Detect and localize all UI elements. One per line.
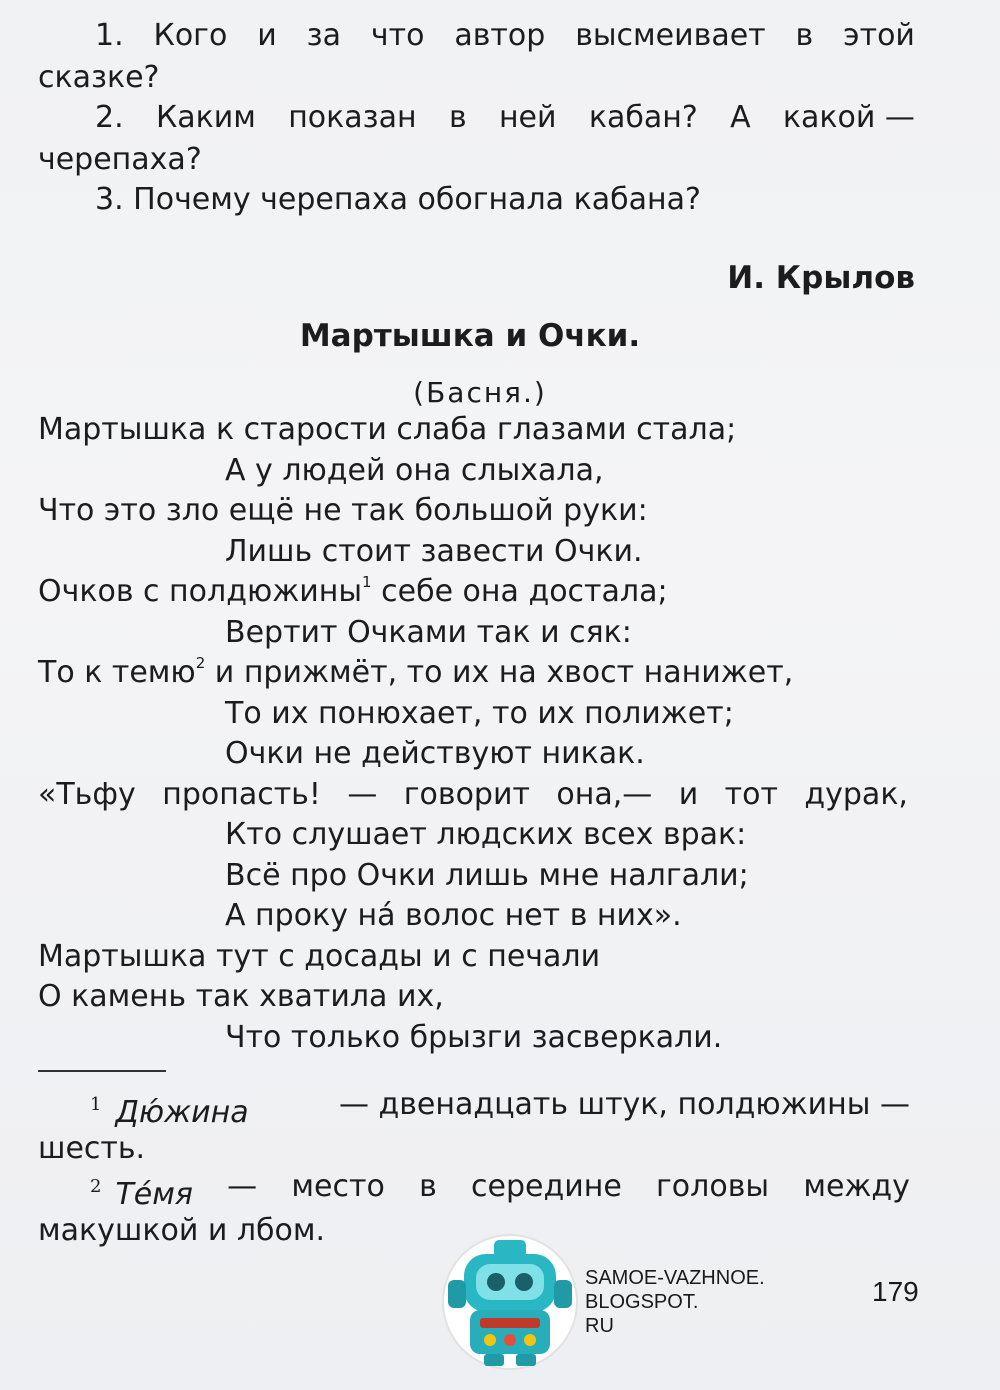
footnote-reference: 2 [195, 654, 206, 672]
verse-line [38, 653, 793, 693]
question-2-line-2: черепаха? [38, 142, 202, 177]
word: в [419, 1169, 437, 1204]
watermark-line-1: SAMOE-VAZHNOE. [585, 1267, 765, 1289]
verse-text: Лишь стоит завести Очки. [225, 533, 643, 569]
verse-text: О камень так хватила их, [38, 979, 444, 1014]
verse-text: Очки не действуют никак. [225, 736, 645, 771]
footnote-2-mark: 2 [90, 1176, 102, 1197]
verse-line [225, 532, 643, 572]
word: 2. [95, 100, 124, 135]
footnote-2-line-2: макушкой и лбом. [38, 1213, 326, 1248]
question-3: 3. Почему черепаха обогнала кабана? [95, 182, 701, 217]
word: ней [498, 100, 557, 135]
word: высмеивает [575, 18, 766, 53]
word: А [730, 100, 751, 135]
verse-line [38, 937, 600, 977]
verse-line [38, 977, 444, 1017]
verse-text: То их понюхает, то их полижет; [225, 695, 734, 731]
word: что [370, 18, 425, 53]
word: показан [288, 100, 417, 135]
word: дурак, [804, 776, 908, 812]
footnote-1-mark: 1 [90, 1094, 102, 1115]
verse-line [38, 572, 668, 612]
word: 1. [95, 18, 124, 53]
question-1-line-1 [95, 18, 915, 54]
word: место [291, 1169, 385, 1204]
word: в [795, 18, 814, 53]
word: автор [454, 18, 546, 53]
question-1-line-2: сказке? [38, 60, 160, 95]
verse-line [38, 410, 736, 450]
verse-line [225, 1018, 722, 1058]
footnote-1-definition: — двенадцать штук, полдюжины — [338, 1087, 910, 1122]
footnote-2-term: Те́мя [115, 1177, 193, 1212]
verse-text: Мартышка к старости слаба глазами стала; [38, 412, 737, 447]
word: между [803, 1169, 910, 1204]
word: в [448, 100, 467, 135]
page-number: 179 [872, 1276, 919, 1307]
verse-text: Кто слушает людских всех врак: [225, 817, 747, 852]
word: Каким [155, 100, 256, 135]
robot-logo [440, 1232, 580, 1372]
site-watermark [585, 1266, 765, 1338]
word: тот [724, 776, 778, 812]
verse-text: Всё про Очки лишь мне налгали; [225, 857, 749, 893]
footnote-1-term: Дю́жина [115, 1095, 249, 1130]
verse-line [38, 775, 908, 815]
fable-subtitle-text: (Басня.) [413, 376, 547, 409]
footnote-reference: 1 [362, 573, 372, 591]
watermark-line-2: BLOGSPOT. [585, 1291, 699, 1313]
verse-text-continued: и прижмёт, то их на хвост нанижет, [205, 655, 794, 690]
word: кабан? [588, 100, 698, 135]
footnote-1 [90, 1086, 910, 1132]
footnote-2 [90, 1168, 910, 1214]
verse-text: Очков с полдюжины [38, 574, 363, 609]
verse-line [225, 856, 749, 896]
word: середине [471, 1169, 622, 1204]
fable-title-text: Мартышка и Очки. [299, 318, 641, 354]
verse-text: Мартышка тут с досады и с печали [38, 938, 601, 974]
word: головы [656, 1169, 770, 1204]
footnote-rule [38, 1070, 166, 1072]
verse-line [38, 491, 648, 531]
word: какой — [782, 100, 915, 135]
verse-text: А проку на́ волос нет в них». [225, 898, 682, 933]
word: говорит [403, 776, 530, 812]
question-2-line-1 [95, 100, 915, 136]
word: — [227, 1169, 258, 1204]
verse-line [225, 734, 645, 774]
verse-line [225, 694, 734, 734]
verse-text: То к темю [38, 655, 196, 690]
verse-text: Что это зло ещё не так большой руки: [38, 493, 648, 528]
verse-line [225, 613, 632, 653]
word: она,— [556, 776, 653, 812]
robot-icon [440, 1232, 580, 1372]
verse-line [225, 451, 604, 491]
watermark-line-3: RU [585, 1315, 614, 1337]
word: — [347, 776, 378, 812]
verse-text: Вертит Очками так и сяк: [225, 614, 632, 650]
word: Кого [153, 18, 228, 53]
footnote-1-line-2: шесть. [38, 1131, 146, 1166]
word: этой [843, 18, 915, 53]
word: и [257, 18, 277, 53]
author-name: И. Крылов [727, 260, 915, 296]
word: и [678, 776, 699, 812]
verse-line [225, 896, 682, 936]
word: за [306, 18, 341, 53]
verse-text: Что только брызги засверкали. [225, 1019, 723, 1055]
verse-text: А у людей она слыхала, [225, 452, 604, 488]
word: «Тьфу [38, 776, 136, 812]
verse-line [225, 815, 746, 855]
verse-text-continued: себе она достала; [371, 574, 668, 609]
fable-subtitle [0, 376, 1000, 409]
fable-title [0, 318, 1000, 354]
word: пропасть! [162, 776, 321, 812]
